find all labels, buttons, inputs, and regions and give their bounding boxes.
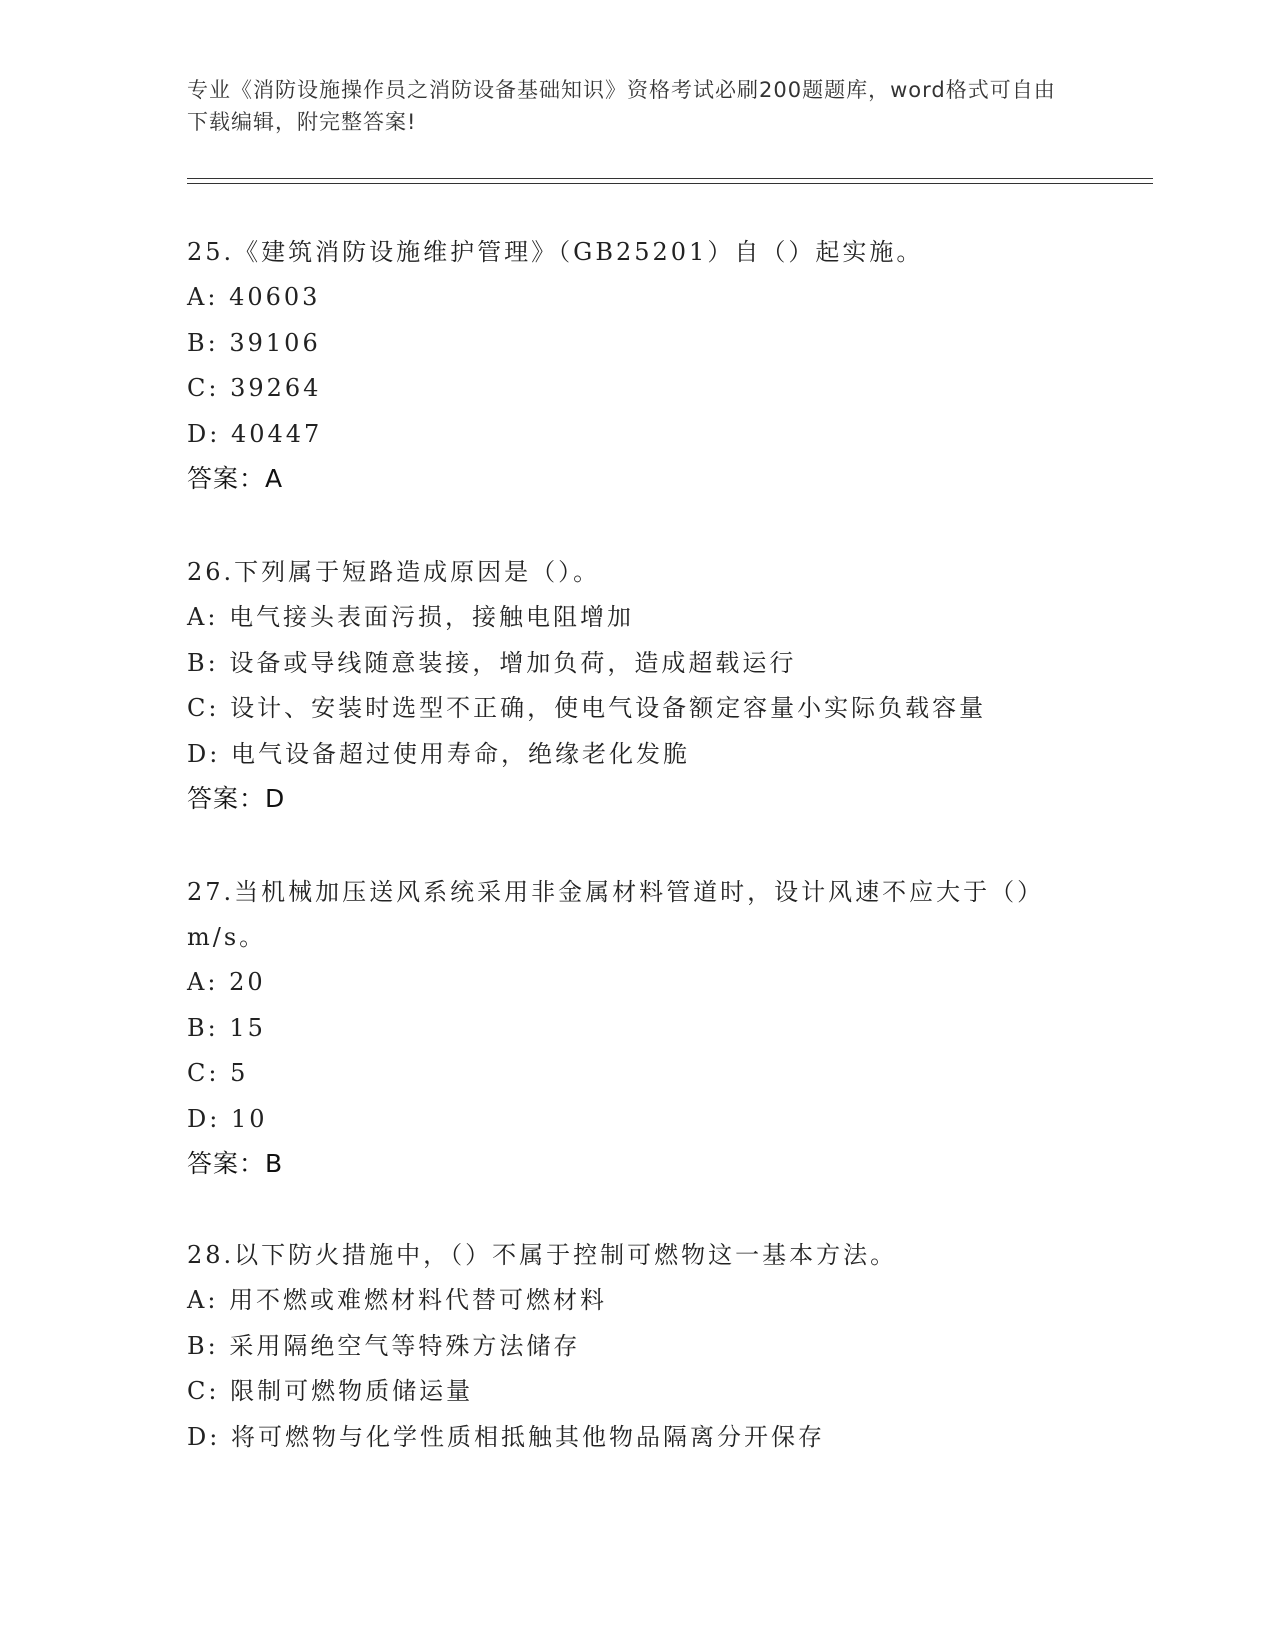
question-stem: 27.当机械加压送风系统采用非金属材料管道时，设计风速不应大于（）m/s。 [187, 878, 1045, 951]
option-text: 40603 [229, 283, 321, 311]
option-d [187, 412, 1087, 458]
question-26 [187, 550, 1087, 821]
option-letter: C: [187, 1377, 220, 1405]
option-b [187, 321, 1087, 367]
option-text: 5 [230, 1059, 249, 1087]
option-a [187, 960, 1067, 1006]
question-28 [187, 1233, 1087, 1460]
option-text: 电气设备超过使用寿命，绝缘老化发脆 [230, 739, 690, 768]
header-divider-bottom [187, 183, 1153, 184]
question-stem: 25.《建筑消防设施维护管理》（GB25201）自（）起实施。 [187, 238, 924, 266]
option-d [187, 1097, 1067, 1143]
option-b [187, 1324, 1087, 1370]
option-letter: D: [187, 1104, 221, 1133]
option-a [187, 595, 1087, 641]
option-letter: A: [187, 283, 219, 311]
document-header: 专业《消防设施操作员之消防设备基础知识》资格考试必刷200题题库，word格式可自由下载编辑，附完整答案! [187, 78, 1056, 134]
option-c [187, 366, 1087, 412]
option-letter: D: [187, 419, 221, 448]
option-letter: D: [187, 1422, 221, 1451]
answer-label: 答案：A [187, 464, 284, 493]
option-a [187, 275, 1087, 321]
option-letter: B: [187, 1331, 219, 1360]
option-text: 限制可燃物质储运量 [230, 1377, 474, 1405]
header-divider-top [187, 178, 1153, 179]
option-c [187, 686, 1087, 732]
option-letter: C: [187, 374, 220, 402]
option-letter: A: [187, 1286, 219, 1314]
option-b [187, 641, 1087, 687]
option-text: 设备或导线随意装接，增加负荷，造成超载运行 [229, 648, 797, 677]
option-text: 39106 [229, 328, 321, 357]
question-27 [187, 870, 1067, 1186]
question-stem: 26.下列属于短路造成原因是（）。 [187, 558, 601, 586]
option-text: 39264 [230, 374, 322, 402]
answer-label: 答案：B [187, 1149, 284, 1178]
option-b [187, 1006, 1067, 1052]
option-text: 将可燃物与化学性质相抵触其他物品隔离分开保存 [230, 1422, 825, 1451]
option-d [187, 732, 1087, 778]
option-letter: B: [187, 648, 219, 677]
option-c [187, 1051, 1067, 1097]
answer-label: 答案：D [187, 784, 286, 813]
option-d [187, 1415, 1087, 1461]
option-text: 10 [230, 1104, 268, 1133]
option-text: 电气接头表面污损，接触电阻增加 [229, 603, 635, 631]
question-25 [187, 230, 1087, 501]
option-text: 用不燃或难燃材料代替可燃材料 [229, 1286, 608, 1314]
option-letter: C: [187, 694, 220, 722]
option-letter: D: [187, 739, 221, 768]
option-c [187, 1369, 1087, 1415]
option-letter: A: [187, 603, 219, 631]
option-letter: C: [187, 1059, 220, 1087]
option-letter: B: [187, 328, 219, 357]
option-text: 设计、安装时选型不正确，使电气设备额定容量小实际负载容量 [230, 694, 987, 722]
option-letter: A: [187, 968, 219, 996]
option-text: 15 [229, 1013, 266, 1042]
option-a [187, 1278, 1087, 1324]
option-text: 40447 [230, 419, 323, 448]
question-stem: 28.以下防火措施中，（）不属于控制可燃物这一基本方法。 [187, 1241, 898, 1269]
option-text: 采用隔绝空气等特殊方法储存 [229, 1331, 581, 1360]
option-text: 20 [229, 968, 266, 996]
option-letter: B: [187, 1013, 219, 1042]
